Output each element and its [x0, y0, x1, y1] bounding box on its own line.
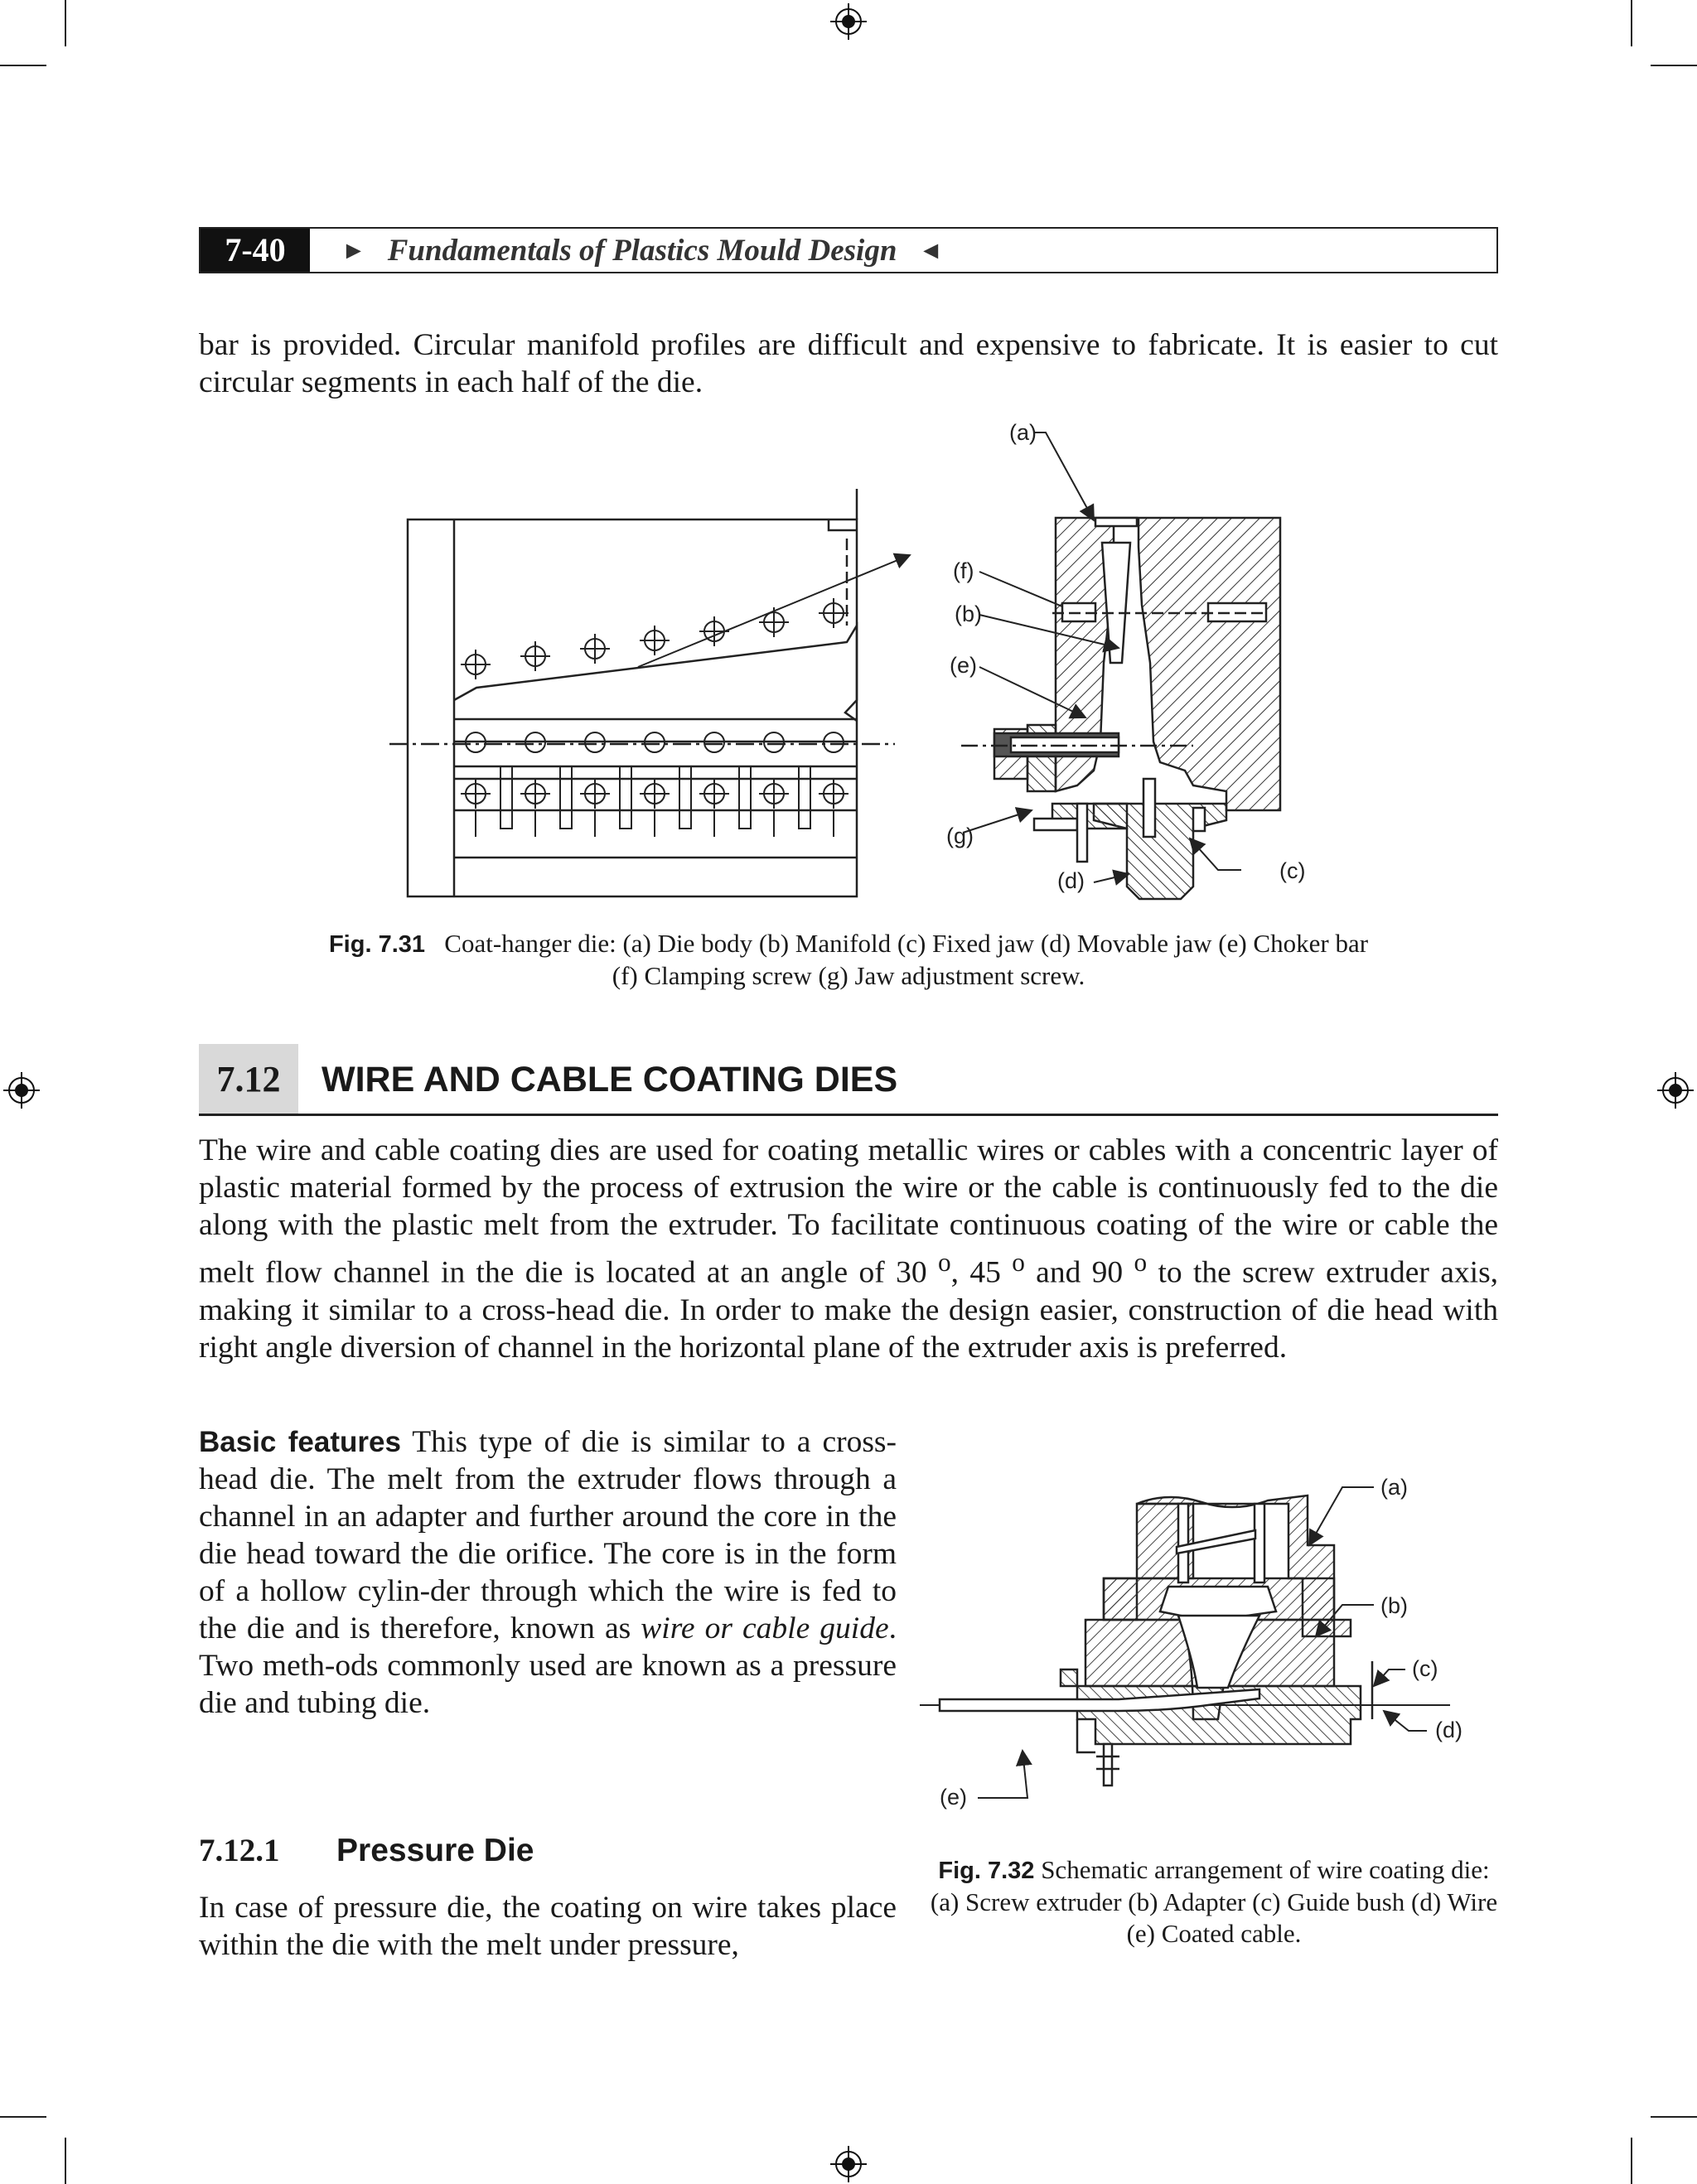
running-title	[341, 229, 943, 272]
figure-7-31-caption	[199, 928, 1498, 992]
registration-mark-icon	[830, 2146, 867, 2182]
basic-features-lead: Basic features	[199, 1426, 401, 1458]
label-g: (g)	[946, 824, 974, 848]
registration-mark-icon	[1657, 1072, 1694, 1109]
figure-7-32-diagram	[920, 1471, 1500, 1835]
triangle-right-icon: ►	[341, 237, 366, 264]
figure-label: Fig. 7.32	[938, 1858, 1035, 1884]
crop-mark	[1651, 65, 1697, 66]
label-e: (e)	[950, 653, 977, 678]
pressure-die-paragraph: In case of pressure die, the coating on wire takes place within the die with the melt under pressure,	[199, 1891, 897, 1962]
label-e: (e)	[940, 1785, 967, 1810]
registration-mark-icon	[830, 3, 867, 40]
label-d: (d)	[1057, 868, 1085, 893]
caption-text: (f) Clamping screw (g) Jaw adjustment screw.	[612, 961, 1085, 990]
label-c: (c)	[1279, 858, 1306, 883]
subsection-title: Pressure Die	[336, 1833, 534, 1868]
coat-hanger-section-view	[961, 518, 1280, 899]
section-number: 7.12	[199, 1044, 298, 1114]
label-f: (f)	[953, 558, 974, 583]
intro-paragraph: bar is provided. Circular manifold profiles are difficult and expensive to fabricate. It is easier to cut circular segments in each half of the die.	[199, 328, 1498, 399]
label-a: (a)	[1380, 1475, 1408, 1500]
label-d: (d)	[1435, 1718, 1463, 1742]
crop-mark	[65, 0, 66, 46]
section-heading	[199, 1044, 1498, 1116]
registration-mark-icon	[3, 1072, 40, 1109]
basic-features-paragraph: Basic features This type of die is similar to a cross-head die. The melt from the extruder flows through a channel in an adapter and further around the core in the die head toward the die orifice. The core is in the form of a hollow cylin-der through which the wire is fed to the die and is therefore, known as wire or cable guide. Two meth-ods commonly used are known as a pressure die and tubing die.	[199, 1425, 897, 1720]
label-b: (b)	[955, 602, 982, 626]
wire-die-body	[920, 1495, 1450, 1785]
caption-text: Schematic arrangement of wire coating die: (a) Screw extruder (b) Adapter (c) Guide bush (d) Wire (e) Coated cable.	[930, 1855, 1498, 1948]
coat-hanger-front-view	[389, 489, 895, 896]
crop-mark	[1651, 2116, 1697, 2118]
book-title: Fundamentals of Plastics Mould Design	[387, 234, 897, 268]
subsection-heading	[199, 1828, 534, 1874]
crop-mark	[1631, 2138, 1632, 2184]
label-c: (c)	[1412, 1656, 1438, 1681]
running-header	[199, 227, 1498, 273]
crop-mark	[1631, 0, 1632, 46]
figure-7-32-caption	[928, 1854, 1500, 1950]
crop-mark	[65, 2138, 66, 2184]
label-b: (b)	[1380, 1593, 1408, 1618]
label-a: (a)	[1009, 420, 1037, 445]
triangle-left-icon: ◄	[918, 237, 944, 264]
bolt-holes	[461, 598, 848, 837]
section-title: WIRE AND CABLE COATING DIES	[322, 1060, 898, 1099]
crop-mark	[0, 65, 46, 66]
subsection-number: 7.12.1	[199, 1833, 280, 1868]
figure-7-31-diagram	[365, 414, 1342, 920]
figure-label: Fig. 7.31	[328, 931, 426, 958]
page-number: 7-40	[201, 229, 310, 272]
caption-text: Coat-hanger die: (a) Die body (b) Manifold (c) Fixed jaw (d) Movable jaw (e) Choker bar	[444, 929, 1369, 958]
section-paragraph: The wire and cable coating dies are used for coating metallic wires or cables with a concentric layer of plastic material formed by the process of extrusion the wire or the cable is continuously fed to the die along with the plastic melt from the extruder. To facilitate continuous coating of the wire or cable the melt flow channel in the die is located at an angle of 30 $^o$, 45 $^o$ and 90 $^o$ to the screw extruder axis, making it similar to a cross-head die. In order to make the design easier, construction of die head with right angle diversion of channel in the horizontal plane of the extruder axis is preferred.	[199, 1133, 1499, 1365]
crop-mark	[0, 2116, 46, 2118]
